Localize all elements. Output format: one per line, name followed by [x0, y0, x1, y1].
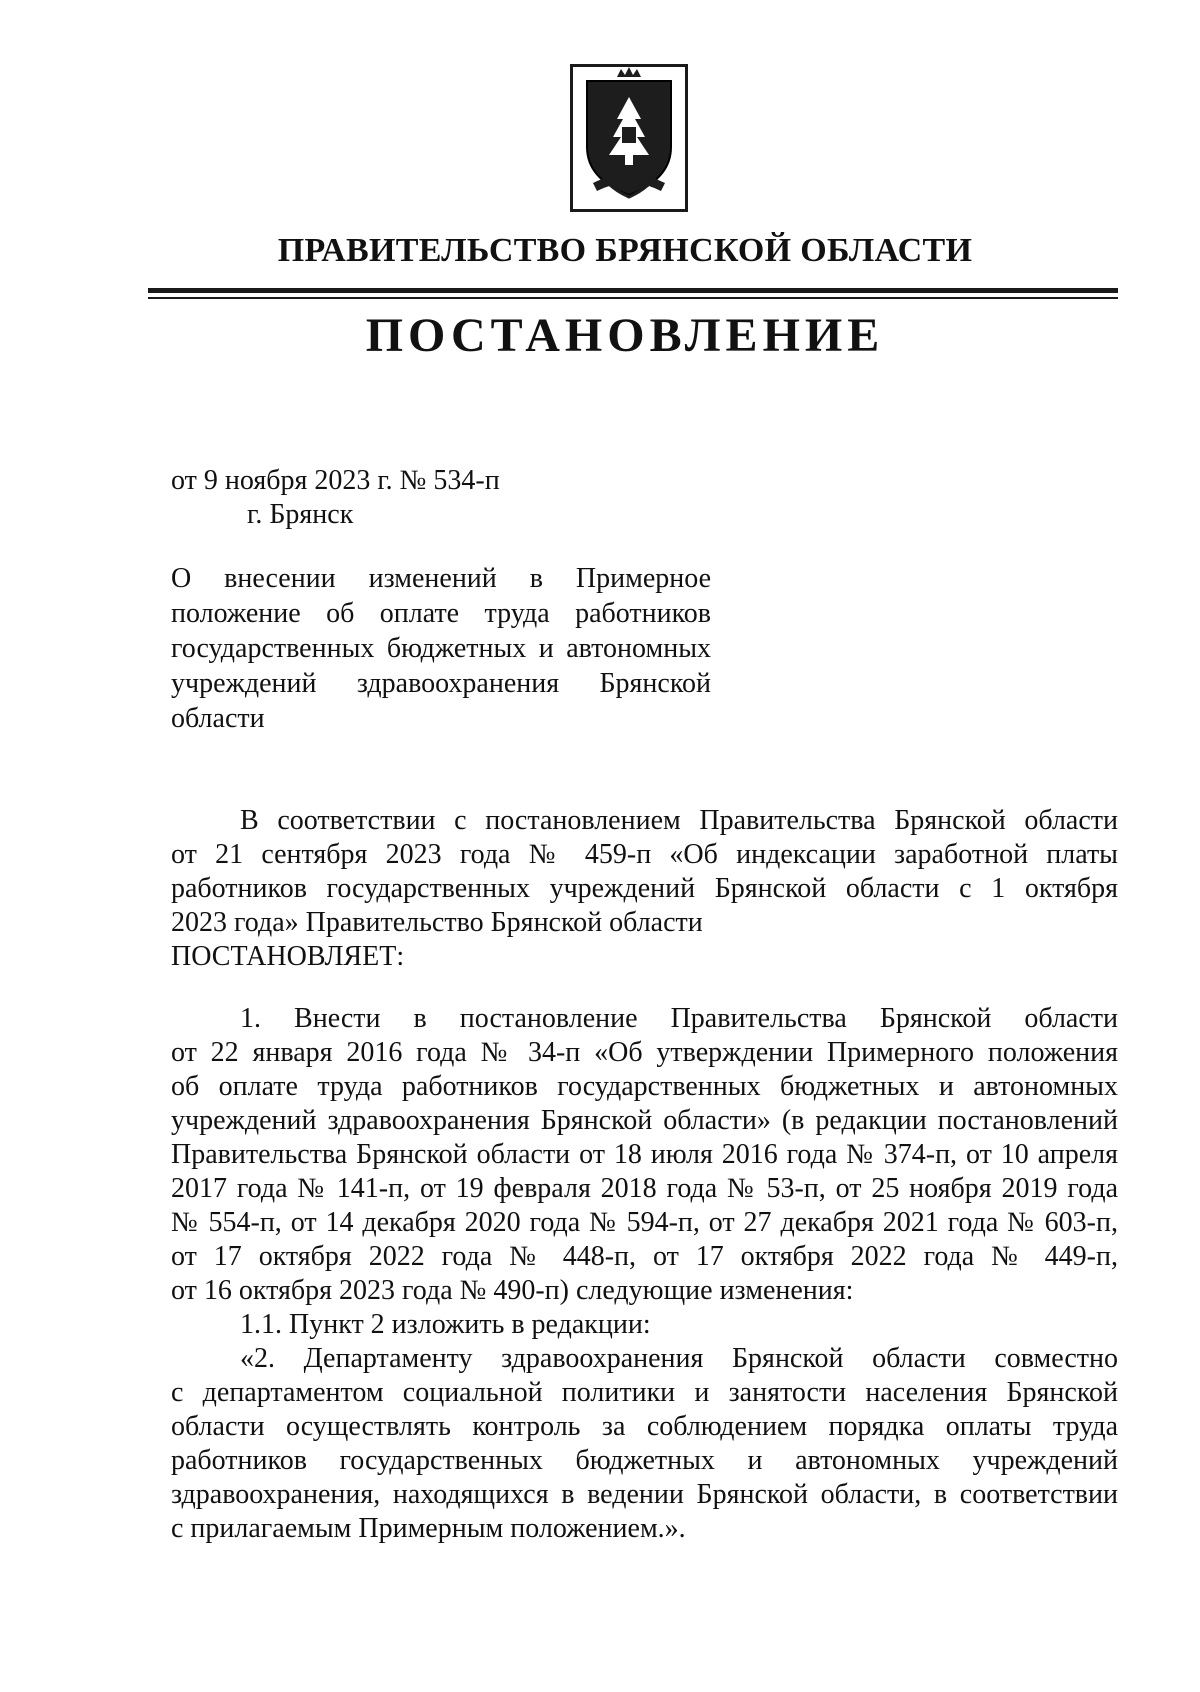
subject-line: области: [171, 703, 265, 734]
header-divider-thick: [148, 288, 1118, 293]
subject-line: О внесении изменений в Примерное: [171, 563, 711, 594]
document-date-number: от 9 ноября 2023 г. № 534-п: [171, 465, 500, 496]
paragraph-line: «2. Департаменту здравоохранения Брянской области совместно: [240, 1343, 1118, 1374]
paragraph-line: от 21 сентября 2023 года № 459-п «Об индексации заработной платы: [171, 839, 1118, 870]
paragraph-line: 2023 года» Правительство Брянской области: [171, 907, 703, 938]
paragraph-line: 1. Внести в постановление Правительства Брянской области: [240, 1003, 1118, 1034]
paragraph-line: области осуществлять контроль за соблюдением порядка оплаты труда: [171, 1411, 1118, 1442]
paragraph-line: с департаментом социальной политики и занятости населения Брянской: [171, 1377, 1118, 1408]
resolves-heading: ПОСТАНОВЛЯЕТ:: [171, 941, 405, 972]
paragraph-line: с прилагаемым Примерным положением.».: [171, 1513, 686, 1544]
paragraph-line: № 554-п, от 14 декабря 2020 года № 594-п, от 27 декабря 2021 года № 603-п,: [171, 1207, 1118, 1238]
item-1-1-line: 1.1. Пункт 2 изложить в редакции:: [240, 1309, 651, 1340]
paragraph-line: об оплате труда работников государственных бюджетных и автономных: [171, 1071, 1118, 1102]
document-type-title: ПОСТАНОВЛЕНИЕ: [365, 309, 885, 362]
subject-line: положение об оплате труда работников: [171, 598, 711, 629]
header-divider-thin: [148, 297, 1118, 299]
paragraph-line: В соответствии с постановлением Правительства Брянской области: [240, 805, 1118, 836]
paragraph-line: от 22 января 2016 года № 34-п «Об утверждении Примерного положения: [171, 1037, 1118, 1068]
document-city: г. Брянск: [247, 499, 354, 530]
subject-line: государственных бюджетных и автономных: [171, 633, 711, 664]
paragraph-line: здравоохранения, находящихся в ведении Брянской области, в соответствии: [171, 1479, 1118, 1510]
paragraph-line: от 16 октября 2023 года № 490-п) следующие изменения:: [171, 1275, 854, 1306]
paragraph-line: учреждений здравоохранения Брянской области» (в редакции постановлений: [171, 1105, 1118, 1136]
government-title: ПРАВИТЕЛЬСТВО БРЯНСКОЙ ОБЛАСТИ: [277, 232, 973, 269]
coat-of-arms-icon: [570, 64, 688, 212]
paragraph-line: 2017 года № 141-п, от 19 февраля 2018 года № 53-п, от 25 ноября 2019 года: [171, 1173, 1118, 1204]
paragraph-line: от 17 октября 2022 года № 448-п, от 17 октября 2022 года № 449-п,: [171, 1241, 1118, 1272]
paragraph-line: Правительства Брянской области от 18 июля 2016 года № 374-п, от 10 апреля: [171, 1139, 1118, 1170]
subject-line: учреждений здравоохранения Брянской: [171, 668, 711, 699]
paragraph-line: работников государственных учреждений Брянской области с 1 октября: [171, 873, 1118, 904]
paragraph-line: работников государственных бюджетных и автономных учреждений: [171, 1445, 1118, 1476]
